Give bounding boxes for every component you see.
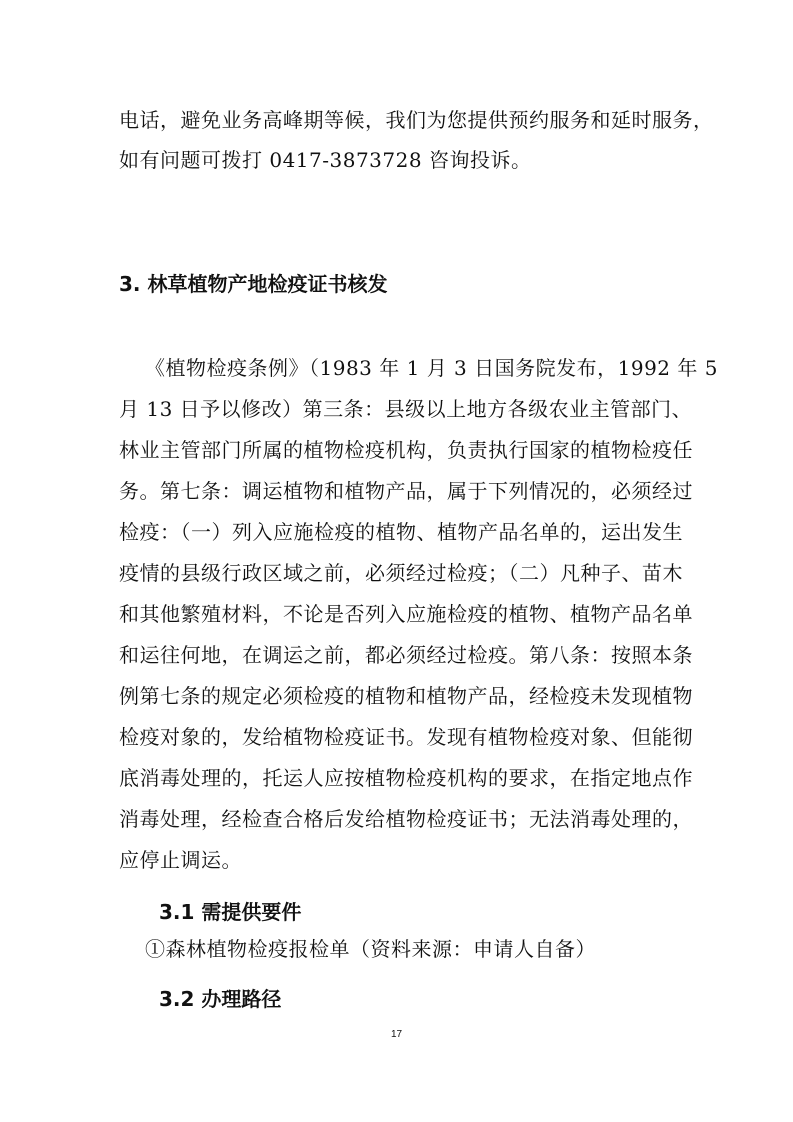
section-3-1-item: ①森林植物检疫报检单（资料来源：申请人自备）	[145, 937, 596, 961]
section-3-paragraph-line-4: 务。第七条：调运植物和植物产品，属于下列情况的，必须经过	[119, 479, 693, 503]
section-3-paragraph-line-1: 《植物检疫条例》（1983 年 1 月 3 日国务院发布，1992 年 5	[145, 356, 718, 380]
intro-line-1: 电话，避免业务高峰期等候，我们为您提供预约服务和延时服务，	[119, 108, 714, 132]
section-3-2-heading: 3.2 办理路径	[159, 987, 282, 1011]
section-3-paragraph-line-7: 和其他繁殖材料，不论是否列入应施检疫的植物、植物产品名单	[119, 602, 693, 626]
section-3-paragraph-line-9: 例第七条的规定必须检疫的植物和植物产品，经检疫未发现植物	[119, 684, 693, 708]
section-3-paragraph-line-8: 和运往何地，在调运之前，都必须经过检疫。第八条：按照本条	[119, 643, 693, 667]
section-3-paragraph-line-10: 检疫对象的，发给植物检疫证书。发现有植物检疫对象、但能彻	[119, 725, 693, 749]
section-3-heading: 3. 林草植物产地检疫证书核发	[119, 272, 388, 296]
section-3-1-heading: 3.1 需提供要件	[159, 900, 302, 924]
section-3-paragraph-line-5: 检疫：（一）列入应施检疫的植物、植物产品名单的，运出发生	[119, 520, 683, 544]
intro-line-2: 如有问题可拨打 0417-3873728 咨询投诉。	[119, 148, 532, 172]
section-3-paragraph-line-12: 消毒处理，经检查合格后发给植物检疫证书；无法消毒处理的，	[119, 807, 693, 831]
page-number: 17	[390, 1029, 403, 1040]
section-3-paragraph-line-13: 应停止调运。	[119, 848, 242, 872]
section-3-paragraph-line-3: 林业主管部门所属的植物检疫机构，负责执行国家的植物检疫任	[119, 438, 693, 462]
section-3-paragraph-line-6: 疫情的县级行政区域之前，必须经过检疫；（二）凡种子、苗木	[119, 561, 683, 585]
section-3-paragraph-line-2: 月 13 日予以修改）第三条：县级以上地方各级农业主管部门、	[119, 397, 693, 421]
section-3-paragraph-line-11: 底消毒处理的，托运人应按植物检疫机构的要求，在指定地点作	[119, 766, 693, 790]
